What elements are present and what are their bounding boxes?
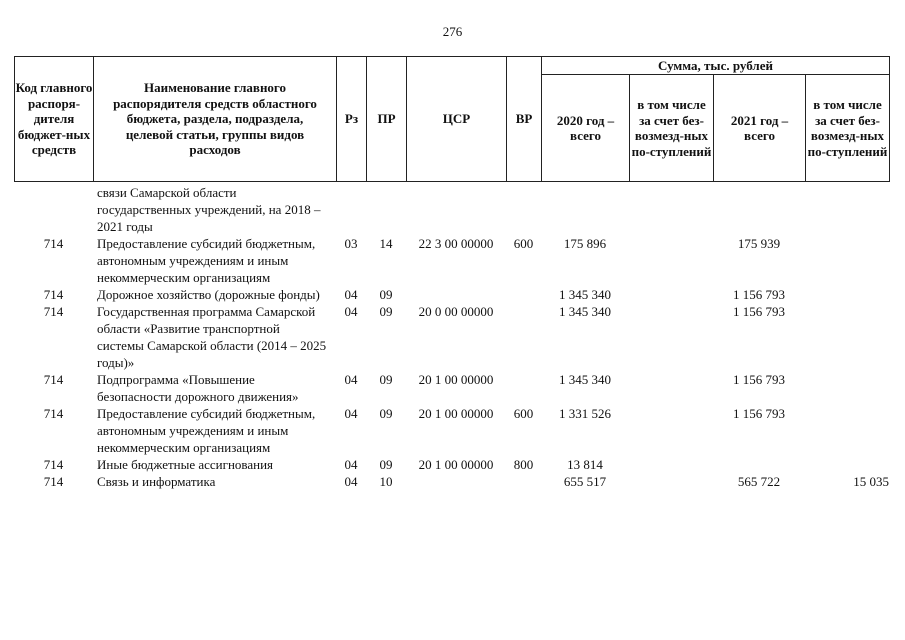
row-code: 714 bbox=[43, 287, 64, 302]
table-row bbox=[0, 184, 905, 235]
row-pr: 09 bbox=[379, 287, 393, 302]
row-rz: 03 bbox=[344, 236, 358, 251]
row-pr: 09 bbox=[379, 372, 393, 387]
row-pr: 09 bbox=[379, 457, 393, 472]
row-name: Государственная программа Самарской области «Развитие транспортной системы Самарской области (2014 – 2025 годы)» bbox=[97, 304, 327, 370]
row-code: 714 bbox=[43, 304, 64, 319]
header-2021-total: 2021 год – всего bbox=[714, 75, 806, 182]
row-csr: 20 1 00 00000 bbox=[418, 457, 494, 472]
table-body bbox=[0, 184, 905, 490]
row-rz: 04 bbox=[344, 457, 358, 472]
table-row bbox=[0, 286, 905, 303]
row-name: Предоставление субсидий бюджетным, автономным учреждениям и иным некоммерческим организациям bbox=[97, 236, 316, 285]
row-rz: 04 bbox=[344, 287, 358, 302]
row-name: Связь и информатика bbox=[97, 474, 216, 489]
table-row bbox=[0, 456, 905, 473]
row-code: 714 bbox=[43, 406, 64, 421]
row-pr: 10 bbox=[379, 474, 393, 489]
header-sum: Сумма, тыс. рублей bbox=[542, 57, 890, 75]
row-sum-2021: 1 156 793 bbox=[733, 406, 785, 421]
row-name: связи Самарской области государственных учреждений, на 2018 – 2021 годы bbox=[97, 185, 321, 234]
row-csr: 20 0 00 00000 bbox=[418, 304, 494, 319]
row-rz: 04 bbox=[344, 304, 358, 319]
row-sum-2020: 175 896 bbox=[563, 236, 607, 251]
row-sum-2020: 13 814 bbox=[567, 457, 603, 472]
row-pr: 09 bbox=[379, 304, 393, 319]
table-header bbox=[14, 56, 890, 182]
row-vr: 600 bbox=[513, 406, 534, 421]
row-name: Дорожное хозяйство (дорожные фонды) bbox=[97, 287, 320, 302]
row-name: Иные бюджетные ассигнования bbox=[97, 457, 274, 472]
row-sum-2021: 565 722 bbox=[737, 474, 781, 489]
row-csr: 20 1 00 00000 bbox=[418, 406, 494, 421]
row-sum-2020: 1 345 340 bbox=[559, 304, 611, 319]
header-vr: ВР bbox=[507, 57, 542, 182]
row-pr: 14 bbox=[379, 236, 393, 251]
row-pr: 09 bbox=[379, 406, 393, 421]
table-row bbox=[0, 235, 905, 286]
header-2020-free: в том числе за счет без-возмезд-ных по-ступлений bbox=[630, 75, 714, 182]
table-row bbox=[0, 405, 905, 456]
header-2021-free: в том числе за счет без-возмезд-ных по-ступлений bbox=[806, 75, 890, 182]
row-sum-2021: 1 156 793 bbox=[733, 287, 785, 302]
row-code: 714 bbox=[43, 236, 64, 251]
row-sum-2020: 1 331 526 bbox=[559, 406, 611, 421]
row-sum-2020: 1 345 340 bbox=[559, 287, 611, 302]
row-sum-2021: 1 156 793 bbox=[733, 304, 785, 319]
table-row bbox=[0, 303, 905, 371]
row-sum-2021: 175 939 bbox=[737, 236, 781, 251]
header-name: Наименование главного распорядителя средств областного бюджета, раздела, подраздела, целевой статьи, группы видов расходов bbox=[94, 57, 337, 182]
row-code: 714 bbox=[43, 474, 64, 489]
table-row bbox=[0, 371, 905, 405]
row-rz: 04 bbox=[344, 406, 358, 421]
row-code: 714 bbox=[43, 457, 64, 472]
row-sum-2021: 1 156 793 bbox=[733, 372, 785, 387]
header-pr: ПР bbox=[367, 57, 407, 182]
row-sum-2020: 655 517 bbox=[563, 474, 607, 489]
row-free-2021: 15 035 bbox=[853, 474, 889, 489]
row-csr: 22 3 00 00000 bbox=[418, 236, 494, 251]
row-rz: 04 bbox=[344, 474, 358, 489]
table-row bbox=[0, 473, 905, 490]
row-vr: 800 bbox=[513, 457, 534, 472]
row-vr: 600 bbox=[513, 236, 534, 251]
header-csr: ЦСР bbox=[407, 57, 507, 182]
row-sum-2020: 1 345 340 bbox=[559, 372, 611, 387]
header-2020-total: 2020 год – всего bbox=[542, 75, 630, 182]
header-rz: Рз bbox=[337, 57, 367, 182]
row-rz: 04 bbox=[344, 372, 358, 387]
row-name: Предоставление субсидий бюджетным, автономным учреждениям и иным некоммерческим организациям bbox=[97, 406, 316, 455]
row-name: Подпрограмма «Повышение безопасности дорожного движения» bbox=[97, 372, 299, 404]
row-code: 714 bbox=[43, 372, 64, 387]
row-csr: 20 1 00 00000 bbox=[418, 372, 494, 387]
header-code: Код главного распоря-дителя бюджет-ных средств bbox=[15, 57, 94, 182]
page-number: 276 bbox=[442, 24, 463, 39]
